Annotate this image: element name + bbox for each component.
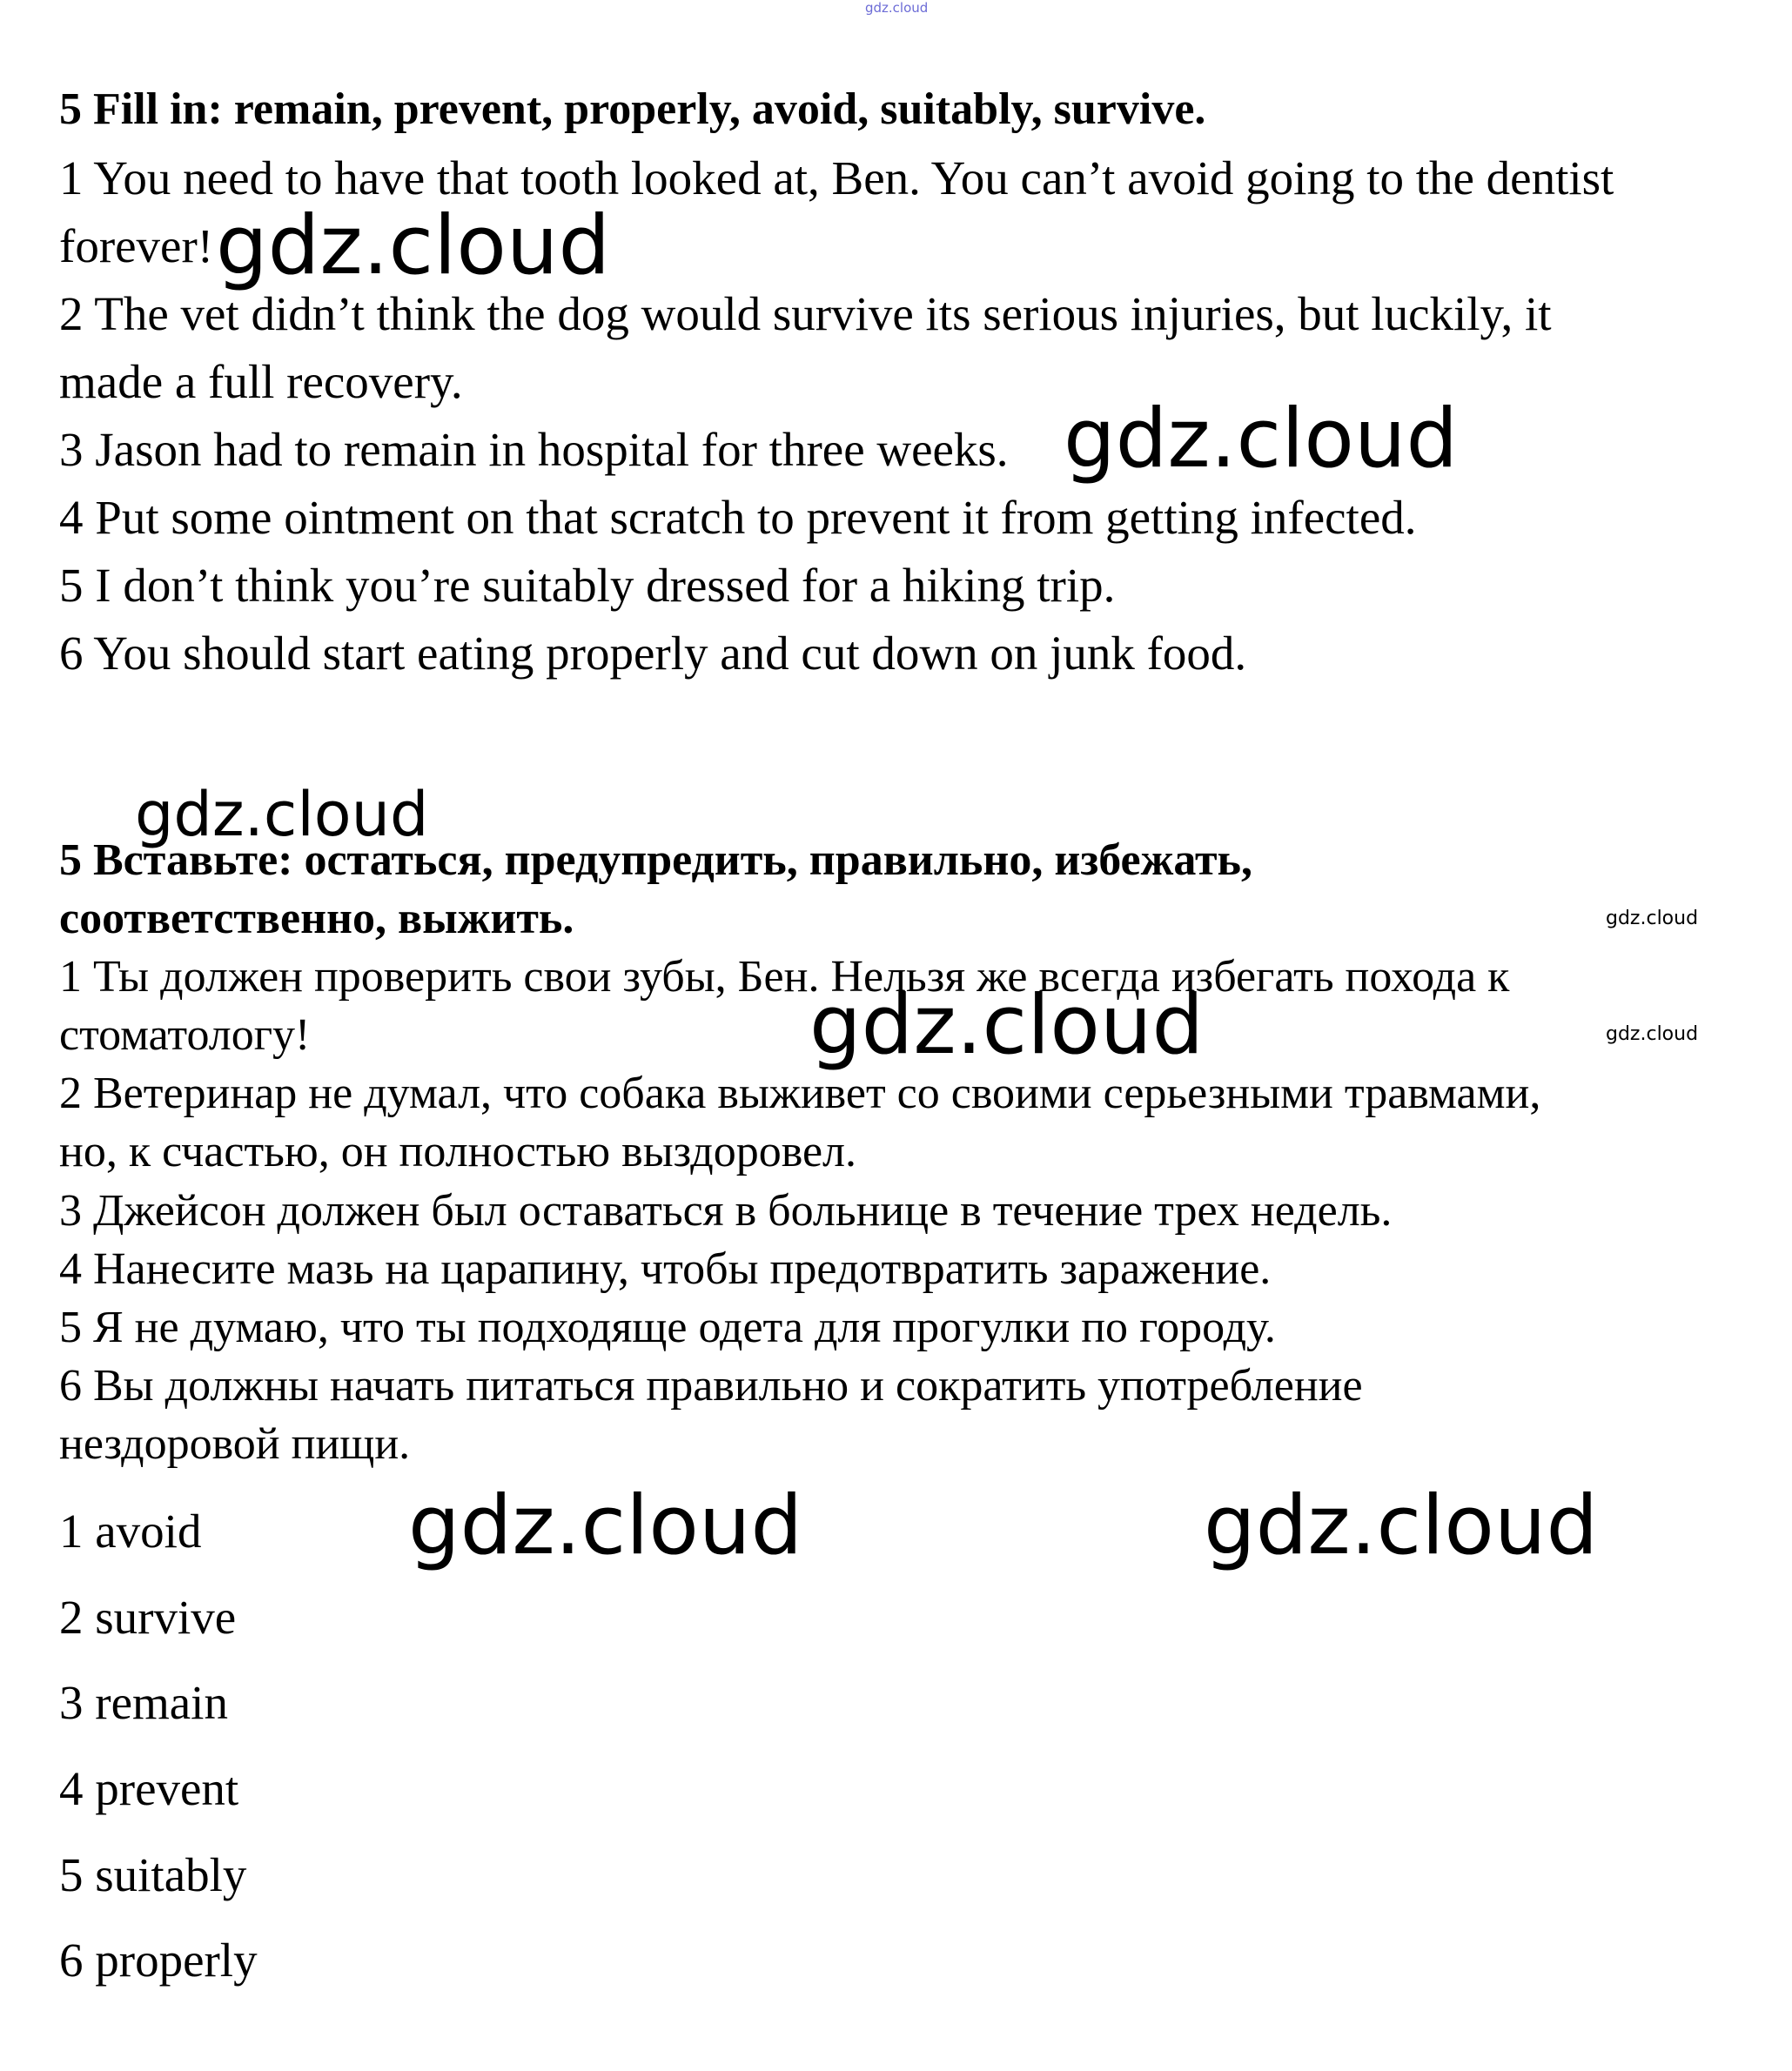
answer-item: 2 survive xyxy=(59,1591,237,1644)
top-watermark: gdz.cloud xyxy=(865,0,929,16)
watermark: gdz.cloud xyxy=(1064,392,1459,486)
answer-item: 5 suitably xyxy=(59,1848,247,1901)
russian-line: нездоровой пищи. xyxy=(59,1419,411,1469)
english-line: 2 The vet didn’t think the dog would survive its serious injuries, but luckily, it xyxy=(59,287,1552,340)
watermark-small: gdz.cloud xyxy=(1606,1023,1699,1045)
english-line: 4 Put some ointment on that scratch to prevent it from getting infected. xyxy=(59,491,1417,544)
english-line: 1 You need to have that tooth looked at, Ben. You can’t avoid going to the dentist xyxy=(59,151,1614,204)
english-heading: 5 Fill in: remain, prevent, properly, avoid, suitably, survive. xyxy=(59,84,1206,134)
watermark: gdz.cloud xyxy=(408,1478,803,1573)
answer-item: 6 properly xyxy=(59,1934,258,1987)
russian-heading-line1: 5 Вставьте: остаться, предупредить, правильно, избежать, xyxy=(59,835,1253,885)
answer-item: 3 remain xyxy=(59,1676,228,1729)
watermark: gdz.cloud xyxy=(1204,1478,1599,1573)
english-line: forever! xyxy=(59,219,214,272)
russian-heading-line2: соответственно, выжить. xyxy=(59,894,574,943)
watermark: gdz.cloud xyxy=(135,779,429,850)
english-line: made a full recovery. xyxy=(59,355,463,408)
watermark: gdz.cloud xyxy=(216,198,611,293)
answer-item: 4 prevent xyxy=(59,1762,239,1815)
russian-line: 3 Джейсон должен был оставаться в больнице в течение трех недель. xyxy=(59,1186,1393,1236)
russian-line: 4 Нанесите мазь на царапину, чтобы предотвратить заражение. xyxy=(59,1244,1272,1294)
watermark-small: gdz.cloud xyxy=(1606,908,1699,929)
answer-item: 1 avoid xyxy=(59,1505,202,1558)
russian-line: 6 Вы должны начать питаться правильно и сократить употребление xyxy=(59,1361,1363,1411)
english-line: 5 I don’t think you’re suitably dressed for a hiking trip. xyxy=(59,559,1116,612)
english-line: 3 Jason had to remain in hospital for three weeks. xyxy=(59,423,1009,476)
english-line: 6 You should start eating properly and cut down on junk food. xyxy=(59,627,1247,680)
watermark: gdz.cloud xyxy=(809,978,1205,1073)
russian-line: 2 Ветеринар не думал, что собака выживет со своими серьезными травмами, xyxy=(59,1069,1541,1118)
russian-line: но, к счастью, он полностью выздоровел. xyxy=(59,1127,856,1176)
russian-line: 1 Ты должен проверить свои зубы, Бен. Нельзя же всегда избегать похода к xyxy=(59,952,1510,1002)
russian-line: стоматологу! xyxy=(59,1010,311,1060)
russian-line: 5 Я не думаю, что ты подходяще одета для прогулки по городу. xyxy=(59,1303,1276,1352)
